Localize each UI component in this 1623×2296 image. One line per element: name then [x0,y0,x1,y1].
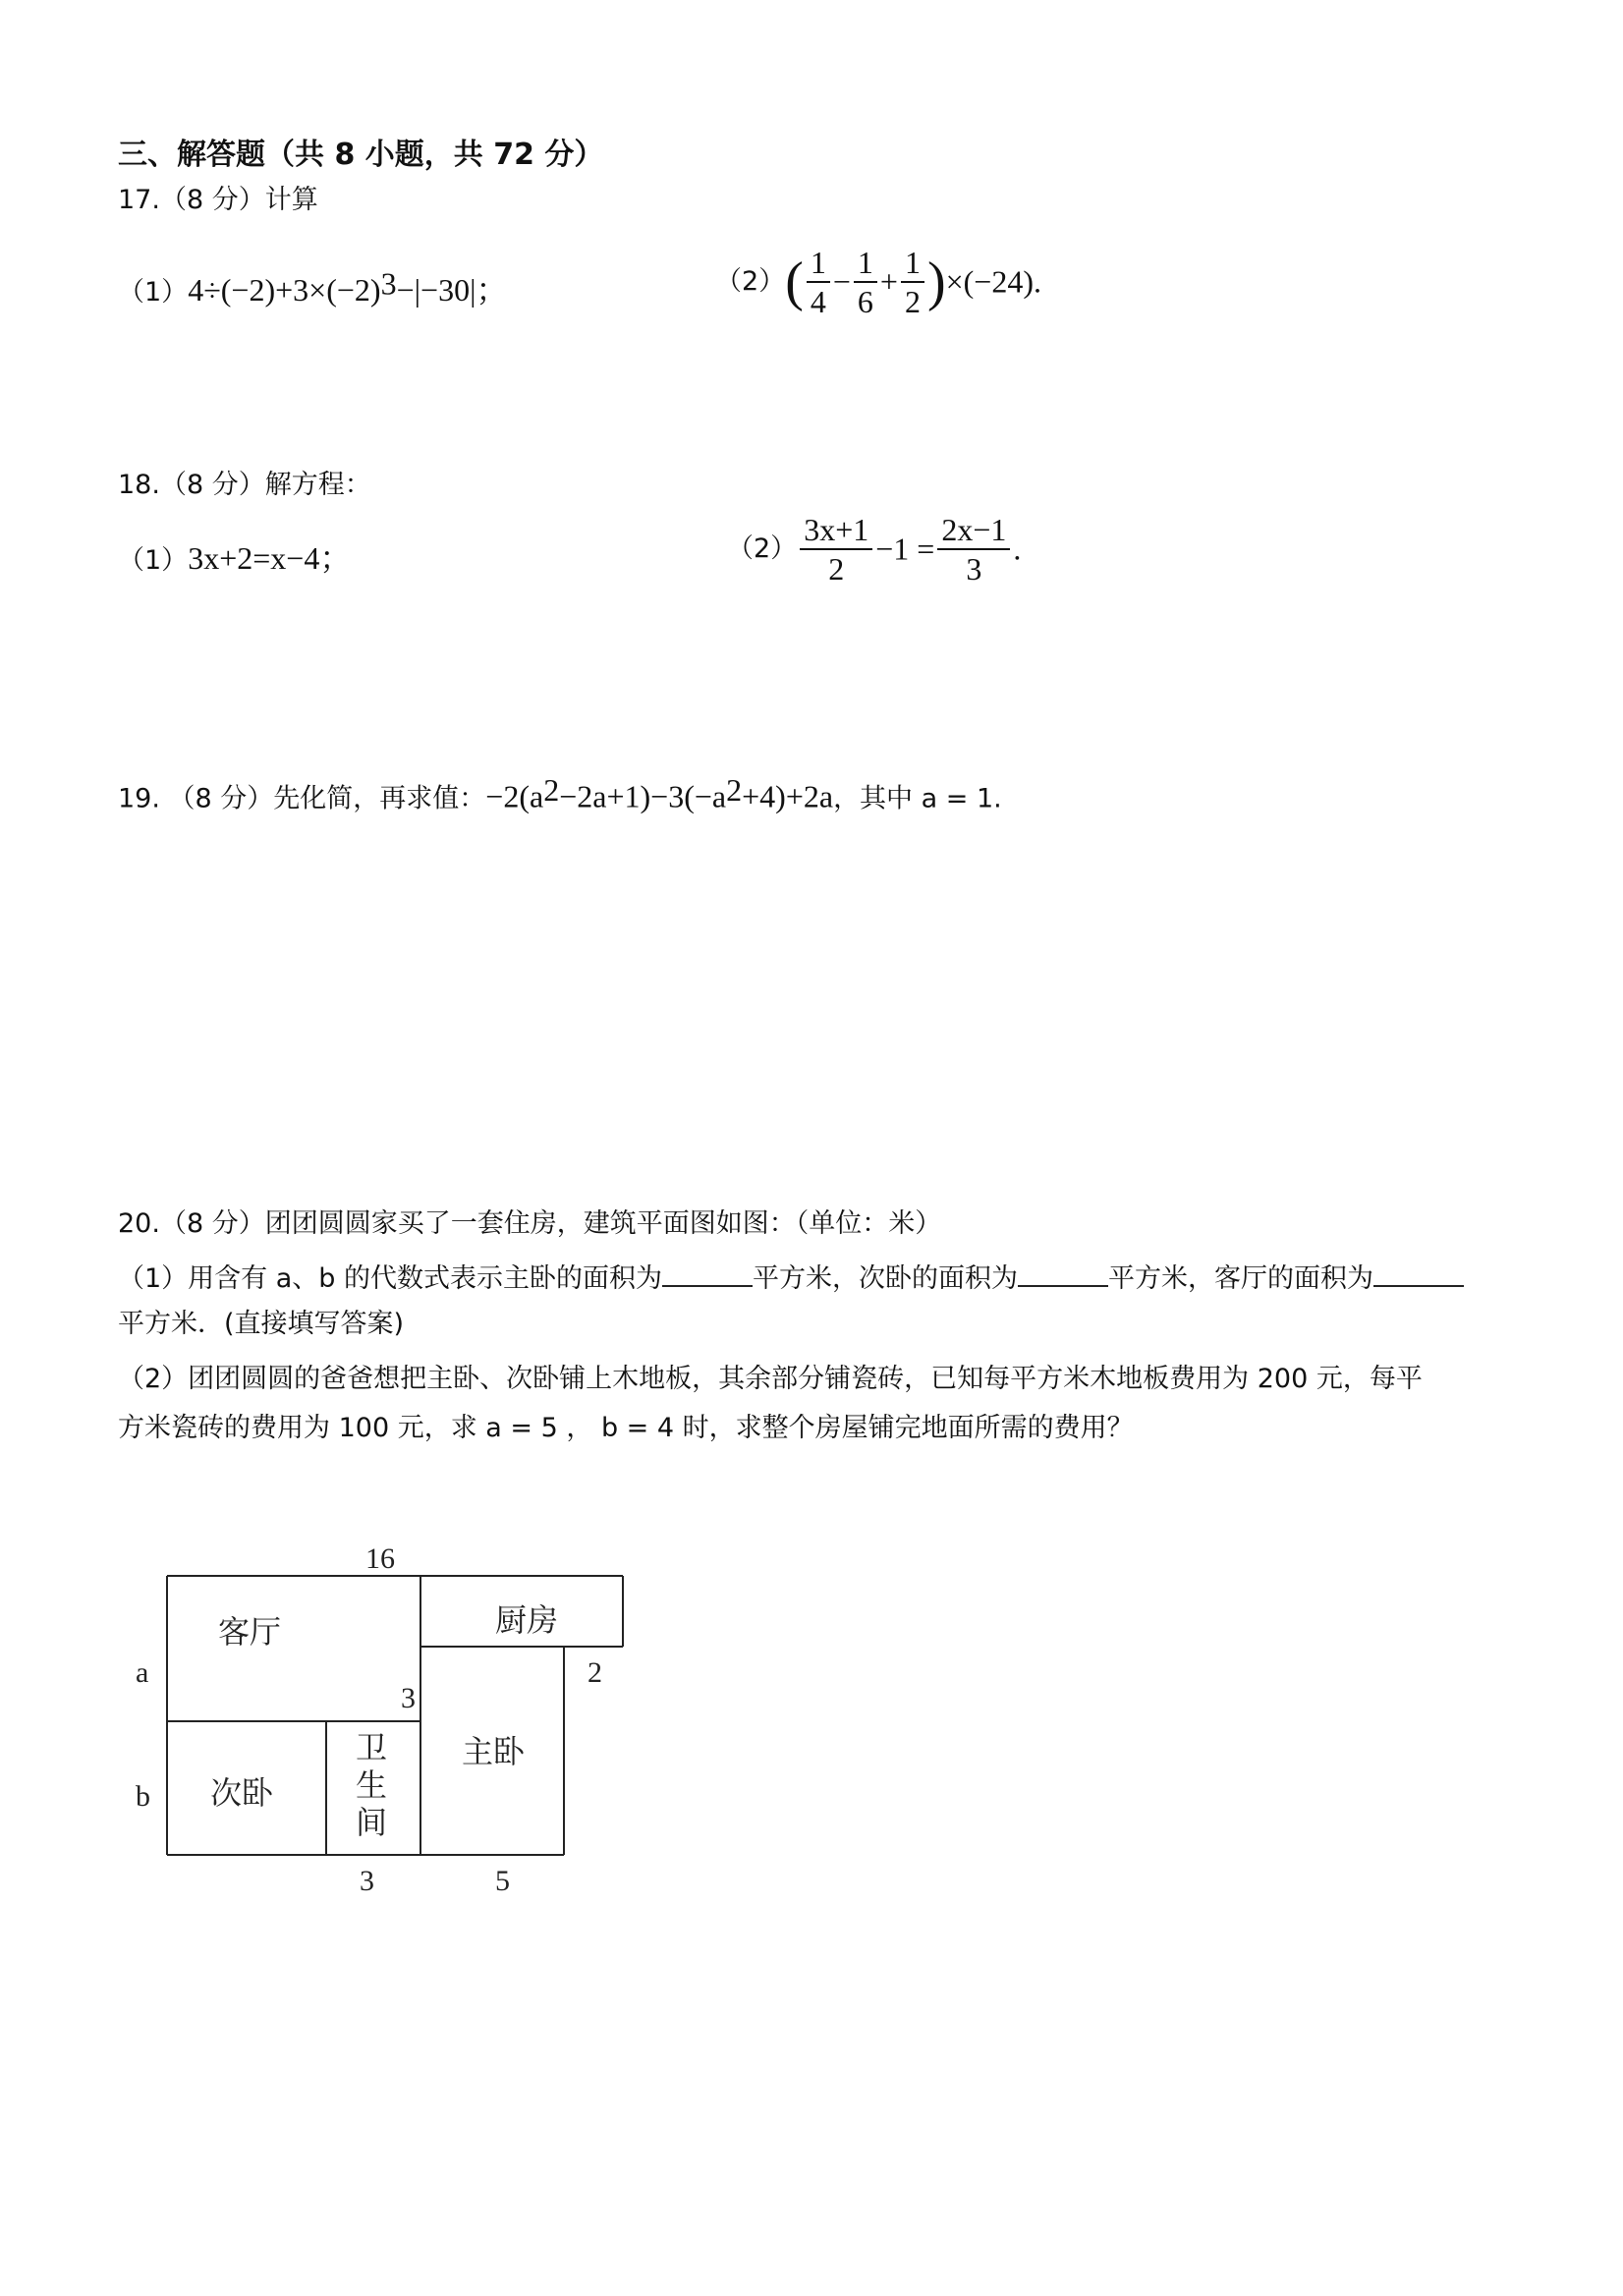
q20-part2-line2: 方米瓷砖的费用为 100 元，求 a = 5 ， b = 4 时，求整个房屋铺完地面所需的费用？ [118,1413,1134,1443]
room-kitchen: 厨房 [495,1602,559,1638]
q17-p1-expr-a: 4÷(−2)+3×(−2) [188,272,381,308]
q20-p1-b: 平方米，次卧的面积为 [753,1263,1019,1294]
q19-expr-a: −2(a [485,778,544,814]
q19-expr-b: −2a+1)−3(−a [559,778,727,814]
dim-b: b [136,1780,150,1813]
q17-p2-tail: ×(−24). [945,263,1041,300]
q20-title: 20.（8 分）团团圆圆家买了一套住房，建筑平面图如图：（单位：米） [118,1208,942,1239]
q17-p2-label: （2） [715,266,786,297]
room-master: 主卧 [462,1734,526,1769]
room-bath-char1: 卫 [356,1730,388,1765]
q20-p1-a: （1）用含有 a、b 的代数式表示主卧的面积为 [118,1263,663,1294]
q18-p2-label: （2） [727,533,798,564]
frac-denominator: 6 [857,284,873,319]
q17-p1-label: （1） [118,277,189,308]
q18-p1-label: （1） [118,545,189,576]
frac-numerator: 2x−1 [937,511,1010,550]
dim-right: 2 [588,1656,602,1689]
q17-p1-expr-b: −|−30|； [396,272,508,308]
room-second: 次卧 [210,1775,274,1811]
section-title: 三、解答题（共 8 小题，共 72 分） [118,138,604,172]
room-bath-char3: 间 [356,1805,388,1840]
dim-a: a [136,1656,149,1689]
dim-bath-top: 3 [401,1682,416,1714]
q19-prefix: 19. （8 分）先化简，再求值： [118,783,486,814]
q18-title: 18.（8 分）解方程： [118,470,371,500]
frac-numerator: 1 [901,244,924,283]
dim-bottom-bath: 3 [360,1865,374,1897]
dim-bottom-master: 5 [495,1865,510,1897]
q19-sup2: 2 [726,772,743,808]
frac-numerator: 3x+1 [800,511,872,550]
q17-title: 17.（8 分）计算 [118,185,318,215]
q18-p2-mid: −1 = [875,531,935,567]
q17-p1-exp: 3 [380,265,397,302]
q18-p2-end: . [1013,531,1022,567]
q18-p1-expr: 3x+2=x−4； [188,540,352,576]
frac-denominator: 4 [810,284,826,319]
q19-sup1: 2 [543,772,560,808]
frac-numerator: 1 [807,244,830,283]
q20-part2-line1: （2）团团圆圆的爸爸想把主卧、次卧铺上木地板，其余部分铺瓷砖，已知每平方米木地板费用为 200 元，每平 [118,1364,1423,1394]
room-living: 客厅 [218,1614,282,1650]
q19-suffix: ，其中 a = 1. [833,783,1002,814]
frac-denominator: 2 [904,284,921,319]
dim-top: 16 [365,1542,395,1575]
frac-numerator: 1 [854,244,877,283]
frac-denominator: 2 [828,551,845,587]
room-bath-char2: 生 [356,1767,388,1803]
q20-p1-c: 平方米，客厅的面积为 [1108,1263,1374,1294]
frac-denominator: 3 [966,551,982,587]
q20-part1-line2: 平方米．(直接填写答案) [118,1309,405,1339]
q17-part2: （2）( $\frac{1}{4}$ − $\frac{1}{6}$ + $\frac{1}{2}$ )×(−24). [715,245,1041,319]
q19-expr-c: +4)+2a [742,778,834,814]
